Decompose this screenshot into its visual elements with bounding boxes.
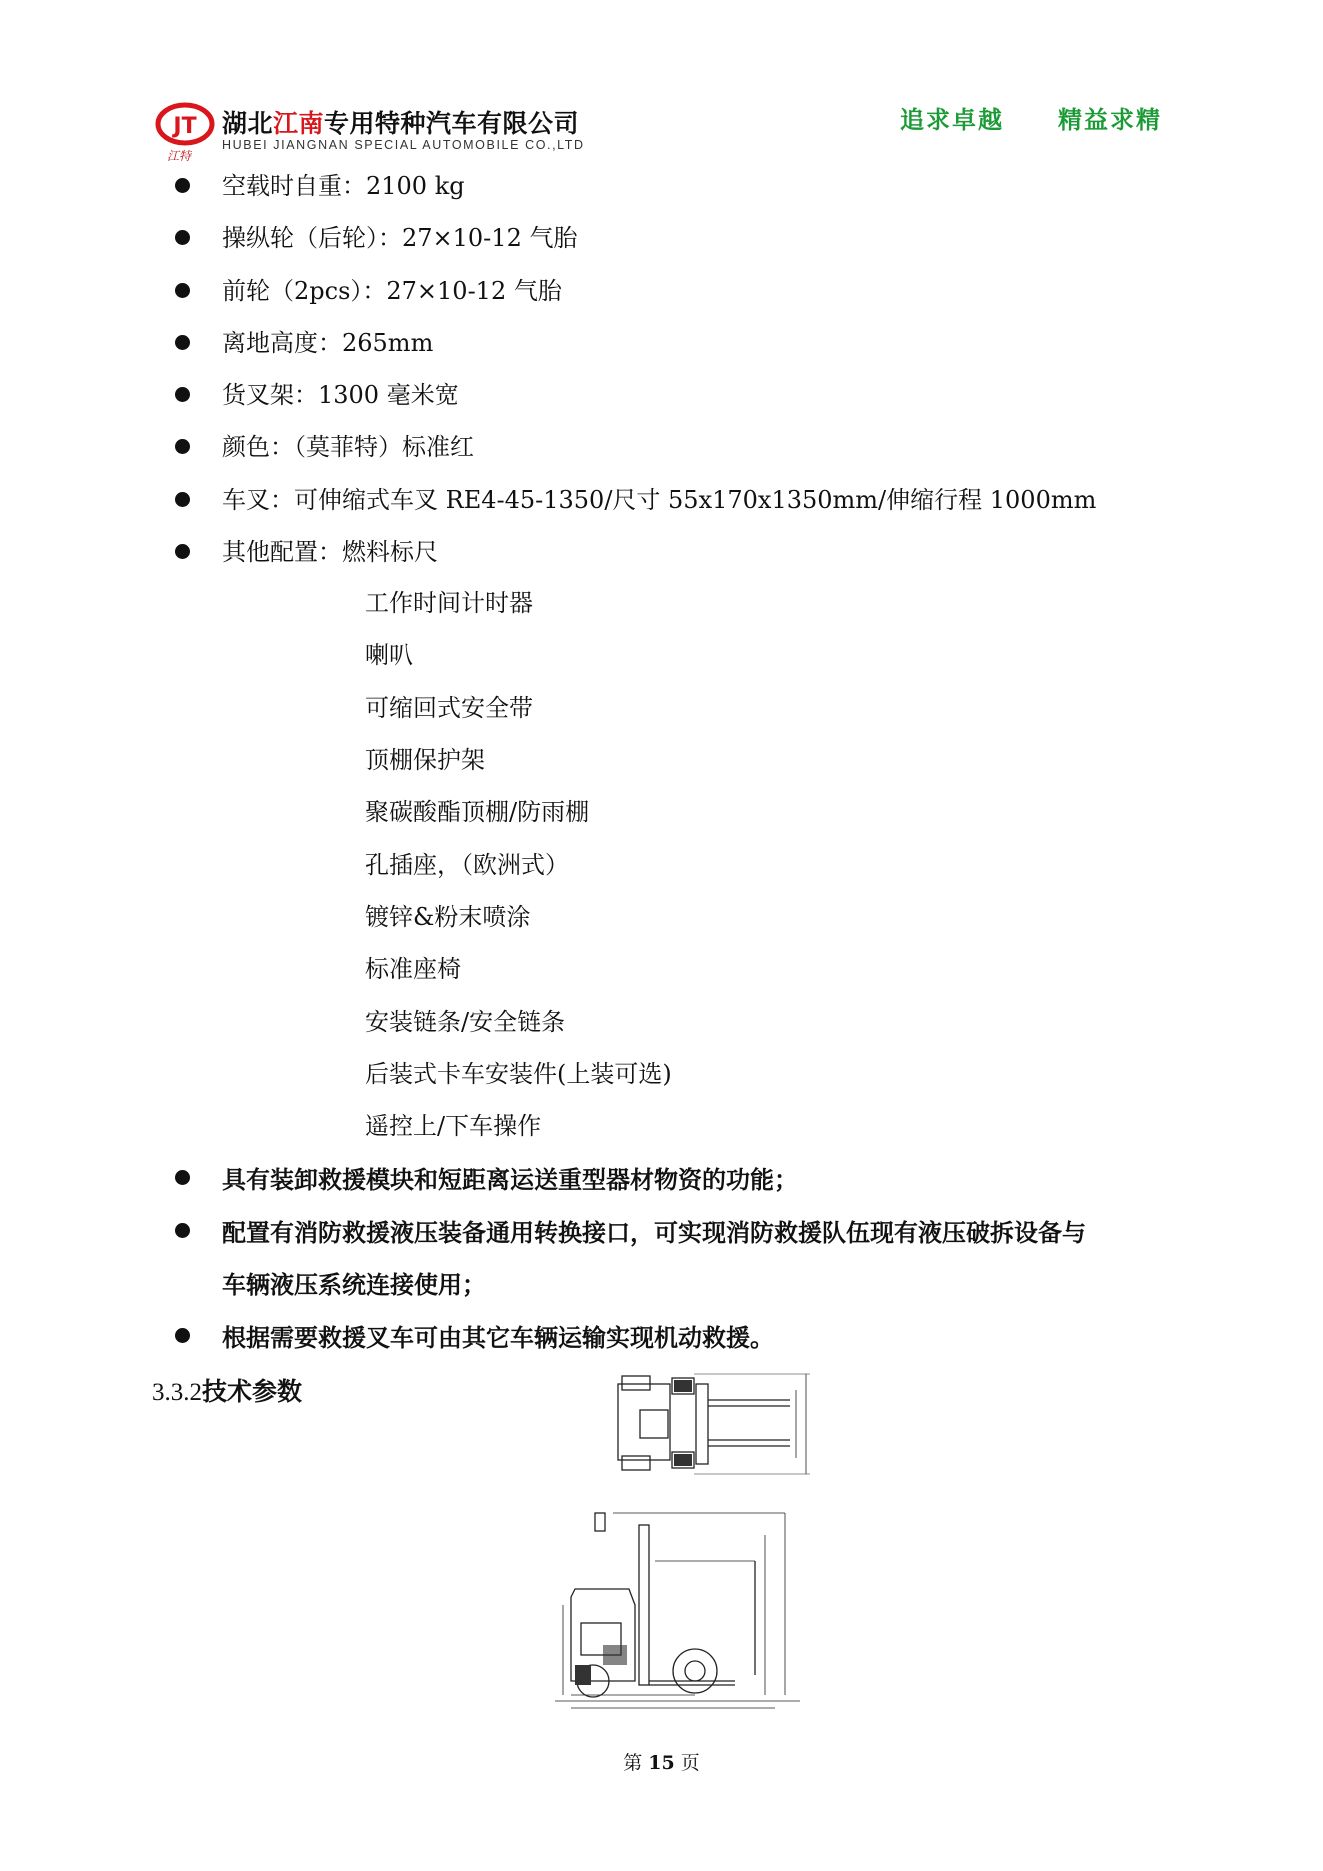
- slogan-1: 追求卓越: [900, 105, 1004, 134]
- config-item: 孔插座，（欧洲式）: [365, 851, 569, 879]
- bullet-dot: [175, 544, 190, 559]
- forklift-side-view-drawing: [555, 1505, 800, 1720]
- bullet-dot: [175, 439, 190, 454]
- slogan-2: 精益求精: [1058, 105, 1162, 134]
- config-item: 遥控上/下车操作: [365, 1112, 542, 1140]
- bullet-dot: [175, 335, 190, 350]
- config-item: 顶棚保护架: [365, 746, 485, 774]
- company-name-en: HUBEI JIANGNAN SPECIAL AUTOMOBILE CO.,LTD: [222, 138, 585, 152]
- company-name-cn: 湖北江南专用特种汽车有限公司: [222, 109, 580, 138]
- svg-text:JT: JT: [173, 114, 197, 139]
- bullet-dot: [175, 492, 190, 507]
- bullet-dot: [175, 283, 190, 298]
- forklift-top-view-drawing: [610, 1370, 820, 1480]
- page-header: [155, 100, 1175, 163]
- config-item: 安装链条/安全链条: [365, 1008, 566, 1036]
- bullet-dot: [175, 1223, 190, 1238]
- page-number: 第 15 页: [623, 1752, 700, 1774]
- config-item: 工作时间计时器: [365, 589, 533, 617]
- section-heading: 3.3.2技术参数: [152, 1377, 303, 1406]
- config-item: 镀锌&粉末喷涂: [365, 903, 531, 931]
- logo-subtext: 江特: [167, 149, 192, 163]
- config-item: 标准座椅: [365, 955, 461, 983]
- config-item: 喇叭: [365, 641, 413, 669]
- bullet-dot: [175, 1170, 190, 1185]
- bullet-dot: [175, 387, 190, 402]
- config-item: 可缩回式安全带: [365, 694, 533, 722]
- config-item: 后装式卡车安装件(上装可选): [365, 1060, 672, 1088]
- bullet-dot: [175, 1328, 190, 1343]
- bullet-dot: [175, 230, 190, 245]
- config-item: 聚碳酸酯顶棚/防雨棚: [365, 798, 590, 826]
- bullet-dot: [175, 178, 190, 193]
